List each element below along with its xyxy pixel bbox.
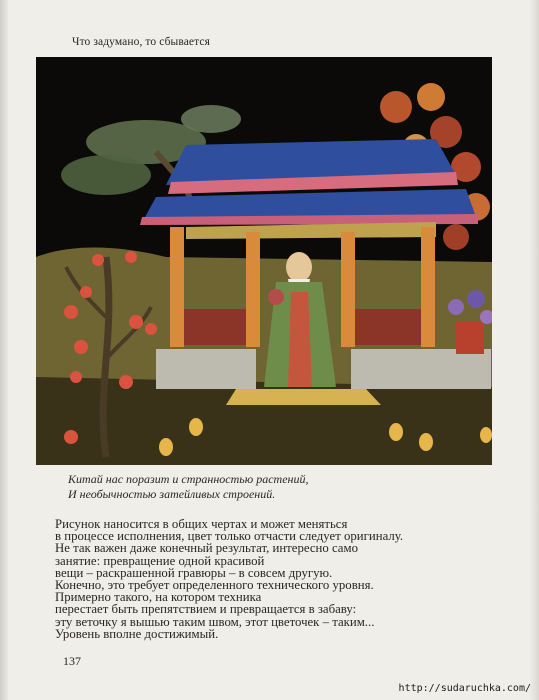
running-head: Что задумано, то сбывается bbox=[72, 36, 210, 48]
embroidered-pavilion-illustration bbox=[36, 57, 492, 465]
body-line: занятие: превращение одной красивой bbox=[55, 553, 265, 568]
body-line: Примерно такого, на котором техника bbox=[55, 590, 262, 605]
body-paragraph bbox=[55, 518, 403, 640]
page-right-edge bbox=[529, 0, 539, 700]
body-line: эту веточку я вышью таким швом, этот цветочек – таким... bbox=[55, 614, 375, 629]
caption-line: И необычностью затейливых строений. bbox=[68, 486, 276, 501]
illustration-svg bbox=[36, 57, 492, 465]
body-line: Рисунок наносится в общих чертах и может меняться bbox=[55, 517, 348, 531]
body-line: перестает быть препятствием и превращается в забаву: bbox=[55, 602, 357, 617]
pavilion-roof-icon bbox=[140, 139, 478, 239]
page-number: 137 bbox=[63, 654, 81, 668]
body-line: в процессе исполнения, цвет только отчасти следует оригиналу. bbox=[55, 529, 404, 544]
watermark-link[interactable]: http://sudaruchka.com/ bbox=[398, 683, 531, 694]
body-line: Конечно, это требует определенного технического уровня. bbox=[55, 578, 374, 593]
page-left-edge bbox=[0, 0, 8, 700]
body-line: Не так важен даже конечный результат, интересно само bbox=[55, 541, 358, 556]
illustration-caption bbox=[68, 472, 309, 501]
body-line: Уровень вполне достижимый. bbox=[55, 626, 219, 641]
railing-left bbox=[184, 309, 246, 345]
body-line: вещи – раскрашенной гравюры – в совсем другую. bbox=[55, 565, 333, 580]
caption-line: Китай нас поразит и странностью растений, bbox=[68, 472, 309, 486]
railing-right bbox=[355, 309, 421, 345]
